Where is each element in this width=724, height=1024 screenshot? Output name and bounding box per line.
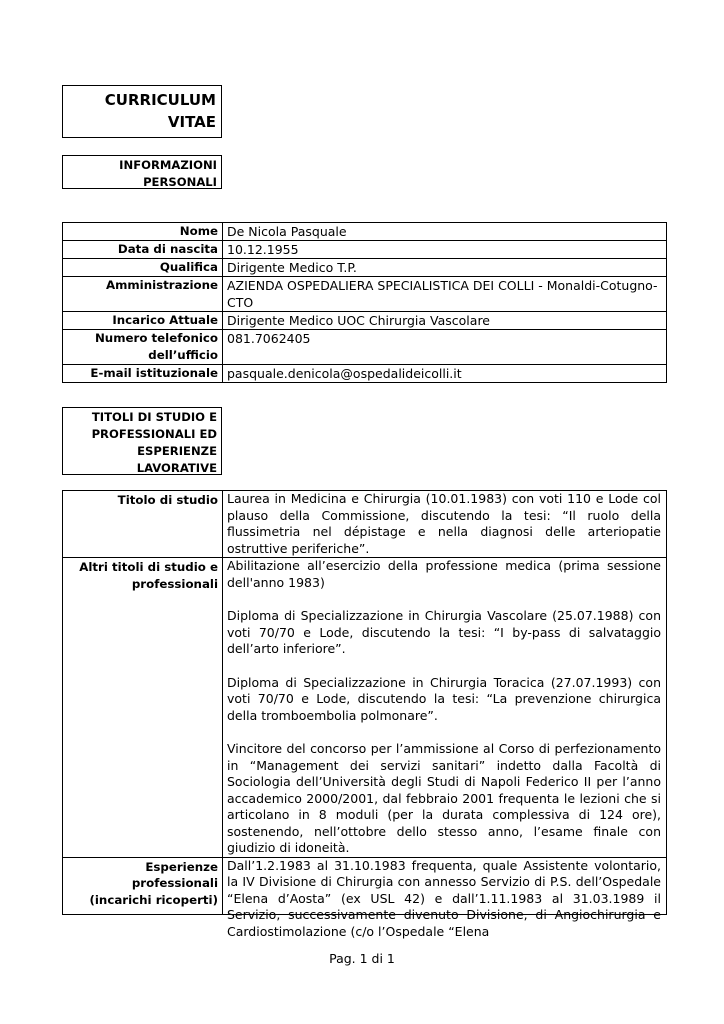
cv-title: CURRICULUM VITAE xyxy=(104,91,216,131)
field-value: Dirigente Medico UOC Chirurgia Vascolare xyxy=(223,312,667,330)
paragraph: Diploma di Specializzazione in Chirurgia Vascolare (25.07.1988) con voti 70/70 e Lode, discutendo la tesi: “I by-pass di salvataggio dell’arto inferiore”. xyxy=(227,608,661,656)
field-value: AZIENDA OSPEDALIERA SPECIALISTICA DEI COLLI - Monaldi-Cotugno-CTO xyxy=(223,277,667,312)
field-label: E-mail istituzionale xyxy=(63,365,223,383)
paragraph: Vincitore del concorso per l’ammissione al Corso di perfezionamento in “Management dei servizi sanitari” indetto dalla Facoltà di Sociologia dell’Università degli Studi di Napoli Federico II per l’anno accademico 2000/2001, dal febbraio 2001 frequenta le lezioni che si articolano in 8 moduli (per la durata complessiva di 124 ore), sostenendo, nell’ottobre dello stesso anno, l’esame finale con giudizio di idoneità. xyxy=(227,741,661,855)
field-label: Numero telefonico dell’ufficio xyxy=(63,330,223,365)
education-table xyxy=(62,490,667,939)
field-value: Dirigente Medico T.P. xyxy=(223,259,667,277)
table-row xyxy=(63,558,667,858)
cv-title-box xyxy=(62,85,222,138)
field-value: De Nicola Pasquale xyxy=(223,223,667,241)
email-value: pasquale.denicola@ospedalideicolli.it xyxy=(223,365,667,383)
field-value: 10.12.1955 xyxy=(223,241,667,259)
section-personal-box xyxy=(62,155,222,189)
table-row xyxy=(63,223,667,241)
section-personal-heading: INFORMAZIONI PERSONALI xyxy=(119,158,217,189)
table-row xyxy=(63,312,667,330)
altri-titoli-values xyxy=(223,558,667,858)
field-label: Data di nascita xyxy=(63,241,223,259)
section-titles-box xyxy=(62,407,222,475)
table-row xyxy=(63,241,667,259)
esperienze-label: Esperienze professionali (incarichi ricoperti) xyxy=(63,857,223,914)
table-row xyxy=(63,330,667,365)
page-number: Pag. 1 di 1 xyxy=(329,951,395,966)
titolo-value: Laurea in Medicina e Chirurgia (10.01.1983) con voti 110 e Lode col plauso della Commissione, discutendo la tesi: “Il ruolo della flussimetria nel dépistage e nella diagnosi delle arteriopatie ostruttive periferiche”. xyxy=(223,491,667,558)
field-label: Amministrazione xyxy=(63,277,223,312)
esperienze-value: Dall’1.2.1983 al 31.10.1983 frequenta, quale Assistente volontario, la IV Divisione di Chirurgia con annesso Servizio di P.S. dell’Ospedale “Elena d’Aosta” (ex USL 42) e dall’1.11.1983 al 31.03.1989 il Servizio, successivamente divenuto Divisione, di Angiochirurgia e Cardiostimolazione (c/o l’Ospedale “Elena xyxy=(227,857,661,939)
paragraph: Abilitazione all’esercizio della professione medica (prima sessione dell'anno 1983) xyxy=(227,558,661,590)
table-row xyxy=(63,857,667,914)
table-row xyxy=(63,277,667,312)
paragraph: Diploma di Specializzazione in Chirurgia Toracica (27.07.1993) con voti 70/70 e Lode, discutendo la tesi: “La prevenzione chirurgica della tromboembolia polmonare”. xyxy=(227,674,661,723)
esperienze-value-cell xyxy=(223,857,667,939)
field-label: Incarico Attuale xyxy=(63,312,223,330)
table-row xyxy=(63,259,667,277)
table-row xyxy=(63,491,667,558)
field-label: Nome xyxy=(63,223,223,241)
field-value: 081.7062405 xyxy=(223,330,667,365)
table-row xyxy=(63,365,667,383)
field-label: Qualifica xyxy=(63,259,223,277)
personal-info-table xyxy=(62,222,667,383)
altri-titoli-label: Altri titoli di studio e professionali xyxy=(63,558,223,858)
titolo-label: Titolo di studio xyxy=(63,491,223,558)
section-titles-heading: TITOLI DI STUDIO E PROFESSIONALI ED ESPERIENZE LAVORATIVE xyxy=(91,410,217,475)
